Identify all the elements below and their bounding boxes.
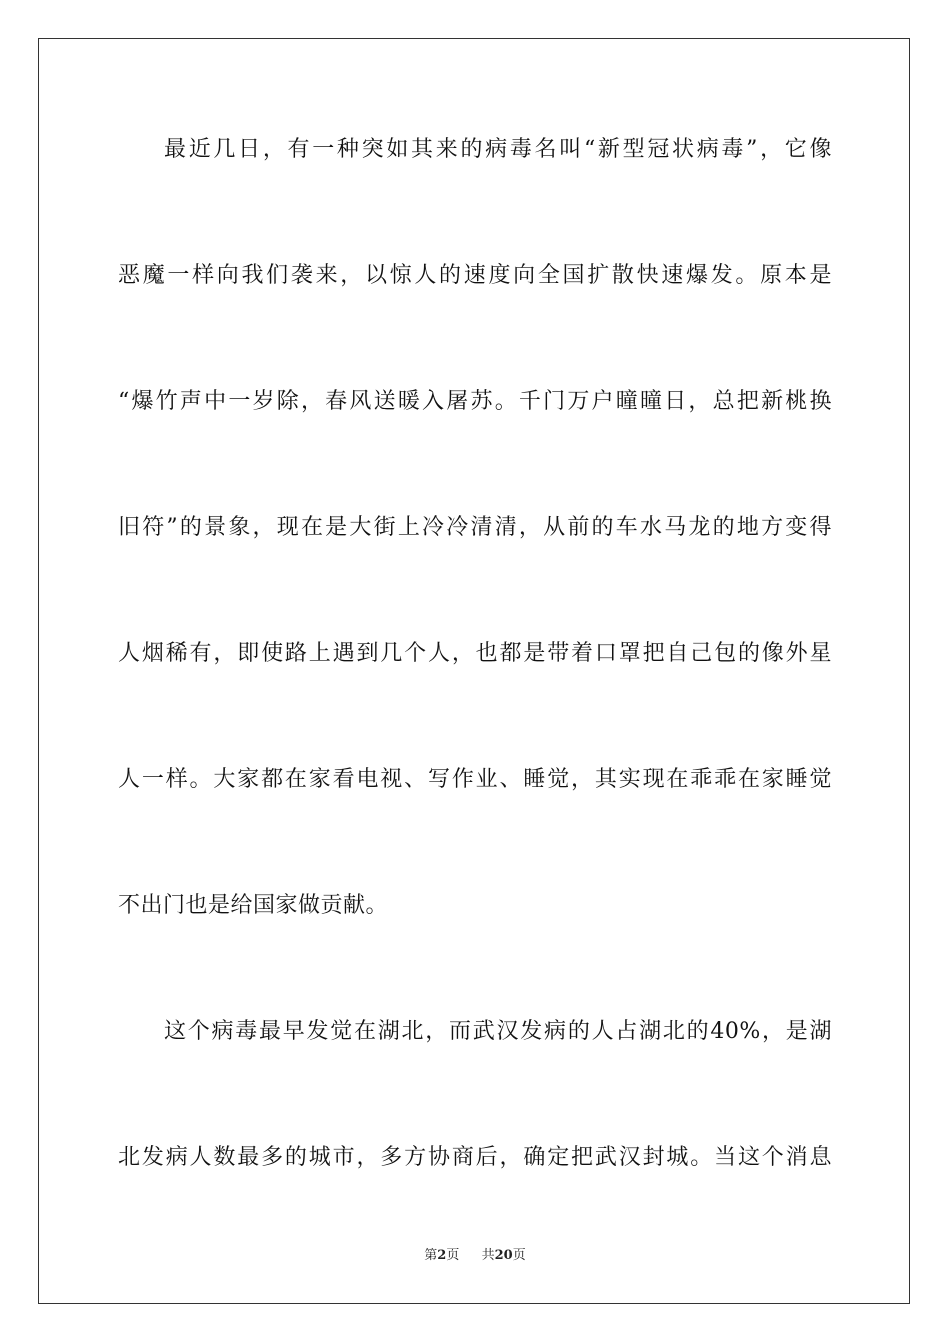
paragraph-1-line-2: 恶魔一样向我们袭来，以惊人的速度向全国扩散快速爆发。原本是 <box>118 263 832 288</box>
footer-page-number: 2 <box>437 1248 447 1263</box>
footer-page-prefix: 第 <box>424 1248 438 1263</box>
footer-total-suffix: 页 <box>512 1248 526 1263</box>
footer-total-prefix: 共 <box>481 1248 495 1263</box>
paragraph-2-line-1: 这个病毒最早发觉在湖北，而武汉发病的人占湖北的40%，是湖 <box>164 1019 832 1044</box>
footer-total-pages: 20 <box>494 1248 513 1263</box>
paragraph-1-line-5: 人烟稀有，即使路上遇到几个人，也都是带着口罩把自己包的像外星 <box>118 641 832 666</box>
paragraph-1-line-1: 最近几日，有一种突如其来的病毒名叫“新型冠状病毒”，它像 <box>164 137 832 162</box>
paragraph-1-line-3: “爆竹声中一岁除，春风送暖入屠苏。千门万户曈曈日，总把新桃换 <box>118 389 832 414</box>
footer-page-suffix: 页 <box>446 1248 460 1263</box>
paragraph-2-line-2: 北发病人数最多的城市，多方协商后，确定把武汉封城。当这个消息 <box>118 1145 832 1170</box>
paragraph-1-line-4: 旧符”的景象，现在是大街上冷冷清清，从前的车水马龙的地方变得 <box>118 515 832 540</box>
page-footer <box>0 1244 950 1263</box>
paragraph-1-line-6: 人一样。大家都在家看电视、写作业、睡觉，其实现在乖乖在家睡觉 <box>118 767 832 792</box>
paragraph-1-line-7: 不出门也是给国家做贡献。 <box>118 893 389 918</box>
